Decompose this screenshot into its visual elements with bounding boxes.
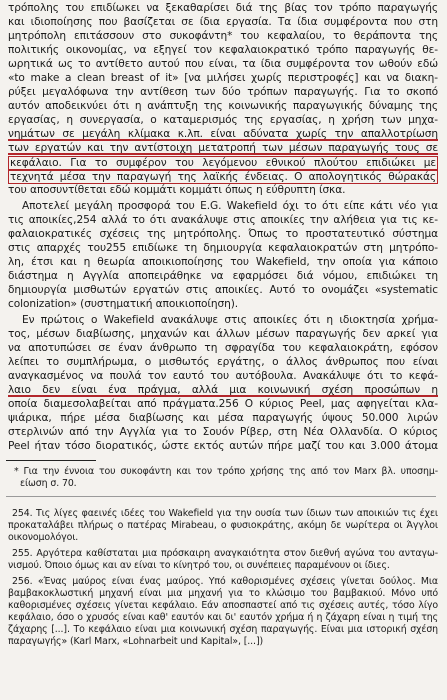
footnote-256: 256. «Ένας μαύρος είναι ένας μαύρος. Υπό καθορισμένες σχέσεις γίνεται δούλος. Μια <box>12 576 438 587</box>
footnote-star: * Για την έννοια του συκοφάντη και τον τρόπο χρήσης της από τον Marx βλ. υποσημ- <box>14 466 438 477</box>
footnote-256: καθορισμένες σχέσεις γίνεται κεφάλαιο. Εάν αποσπαστεί από τις σχέσεις αυτές, τόσο λίγο <box>8 600 438 611</box>
body-line: τρόπολης του επιδίωκει να ξεκαθαρίσει διά της βίας τον τρόπο παραγωγής <box>8 2 438 14</box>
body-line-boxed: τεχνητά μέσα την παραγωγή της λαϊκής ένδειας. Ο απολογητικός θώρακάς <box>10 171 436 183</box>
body-line-underlined: οποία διαμεσολαβείται από πράγματα.256 Ο κύριος Peel, μας αφηγείται κλα- <box>8 398 438 410</box>
footnote-254: 254. Τις λίγες φαεινές ιδέες του Wakefield για την ουσία των ίδιων των αποικιών τις έχει <box>12 508 438 519</box>
body-line: και ιδιοποίησης που βασίζεται σε ίδια εργασία. Τα ίδια συμφέροντα που στη <box>8 16 438 28</box>
body-line: μητρόπολη επιτάσσουν στο συκοφάντη* του κεφαλαίου, το θεράποντα της <box>8 30 438 42</box>
body-line: διάστημα η Αγγλία αποπειράθηκε να εφαρμόσει διά νόμου, επιδιώκει τη <box>8 270 438 282</box>
body-line: ρύξει μεγαλόφωνα την αντίθεση των δύο τρόπων παραγωγής. Για το σκοπό <box>8 86 438 98</box>
paragraph-start: Αποτελεί μεγάλη προσφορά του E.G. Wakefield όχι το ότι είπε κάτι νέο για <box>22 200 438 212</box>
paragraph-start: Εν πρώτοις ο Wakefield ανακάλυψε στις αποικίες ότι η ιδιοκτησία χρήμα- <box>22 314 438 326</box>
body-line-underlined: νημάτων σε μεγάλη κλίμακα κ.λπ. είναι αδύνατα χωρίς την απαλλοτρίωση <box>8 128 438 140</box>
body-line: Peel ήταν τόσο διορατικός, ώστε εκτός αυτών πήρε μαζί του και 3.000 άτομα <box>8 440 438 452</box>
body-line: τις αποικίες,254 αλλά το ότι ανακάλυψε στις αποικίες την αλήθεια για τις κε- <box>8 214 438 226</box>
body-line-underlined: εργασίας, η συνεργασία, ο καταμερισμός της εργασίας, η χρήση των μηχα- <box>8 114 438 126</box>
footnote-256: ζάχαρης [...]. Το κεφάλαιο είναι μια κοινωνική σχέση παραγωγής. Είναι μια ιστορική σχέση <box>8 624 438 635</box>
footnote-255: νισμού. Όποιο όμως και αν είναι το κίνητρό του, οι συνέπειες παραμένουν οι ίδιες. <box>8 560 390 571</box>
body-line: αναγκασμένος να πουλά τον εαυτό του αυτόβουλα. Ανακάλυψε ότι το κεφά- <box>8 370 438 382</box>
body-line: να αποτυπώσει σε έναν άνθρωπο τη σφραγίδα του κεφαλαιοκράτη, εφόσον <box>8 342 438 354</box>
body-line-underlined: λαιο δεν είναι ένα πράγμα, αλλά μια κοινωνική σχέση προσώπων η <box>8 384 438 396</box>
footnote-254: οικονομολόγοι. <box>8 532 79 543</box>
body-line: δημιουργία μισθωτών εργατών στις αποικίες. Αυτό το ονομάζει «systematic <box>8 284 438 296</box>
body-line: λη, έτσι και η θεωρία αποικιοποίησης του Wakefield, την οποία για κάποιο <box>8 256 438 268</box>
footnote-separator <box>6 460 96 461</box>
body-line: ωρητικά ως το αντίθετο αυτού που είναι, τα ίδια συμφέροντα τον ωθούν εδώ <box>8 58 438 70</box>
body-line: τος, μέσων διαβίωσης, μηχανών και άλλων μέσων παραγωγής δεν αρκεί για <box>8 328 438 340</box>
body-line: πολιτικής οικονομίας, να εξηγεί τον κεφαλαιοκρατικό τρόπο παραγωγής θε- <box>8 44 438 56</box>
body-line: στερλινών από την Αγγλία για το Σουόν Ρίβερ, στη Νέα Ολλανδία. Ο κύριος <box>8 426 438 438</box>
footnote-254: προκαταλάβει πλήρως ο πατέρας Mirabeau, ο φυσιοκράτης, ακόμη δε νωρίτερα οι Άγγλοι <box>8 520 438 531</box>
body-line: «to make a clean breast of it» [να μιλήσει χωρίς περιστροφές] και να διακη- <box>8 72 438 84</box>
footnote-256: βαμβακοκλωστική μηχανή είναι μια μηχανή για το κλώσιμο του βαμβακιού. Μόνο υπό <box>8 588 438 599</box>
body-line: αυτόν αποδεικνύει ότι η ανάπτυξη της κοινωνικής παραγωγικής δύναμης της <box>8 100 438 112</box>
body-line: του αποσυντίθεται εδώ κομμάτι κομμάτι όπως η εύθρυπτη ίσκα. <box>8 184 346 196</box>
footnote-star: είωση σ. 70. <box>20 478 77 489</box>
body-line: φαλαιοκρατικές σχέσεις της μητρόπολης. Όπως το προστατευτικό σύστημα <box>8 228 438 240</box>
footnote-256: κεφάλαιο, όσο ο χρυσός είναι καθ' εαυτόν και δι' εαυτόν χρήμα ή η ζάχαρη είναι η τιμή της <box>8 612 438 623</box>
footnote-divider <box>6 496 436 497</box>
body-line: colonization» (συστηματική αποικιοποίηση). <box>8 298 239 310</box>
body-line-boxed: κεφάλαιο. Για το συμφέρον του λεγόμενου εθνικού πλούτου επιδιώκει με <box>10 157 436 169</box>
footnote-256: παραγωγής» (Karl Marx, «Lohnarbeit und Kapital», [...]) <box>8 636 264 647</box>
footnote-255: 255. Αργότερα καθίσταται μια πρόσκαιρη αναγκαιότητα στον διεθνή αγώνα του ανταγω- <box>12 548 438 559</box>
body-line: στις απαρχές του255 επιδίωκε τη δημιουργία κεφαλαιοκρατών στη μητρόπο- <box>8 242 438 254</box>
body-line: λείπει το συμπλήρωμα, ο μισθωτός εργάτης, ο άλλος άνθρωπος που είναι <box>8 356 438 368</box>
body-line: ψιάρικα, πήρε μέσα διαβίωσης και μέσα παραγωγής ύψους 50.000 λιρών <box>8 412 438 424</box>
body-line-underlined: των εργατών και την αντίστοιχη μετατροπή των μέσων παραγωγής τους σε <box>8 142 438 154</box>
